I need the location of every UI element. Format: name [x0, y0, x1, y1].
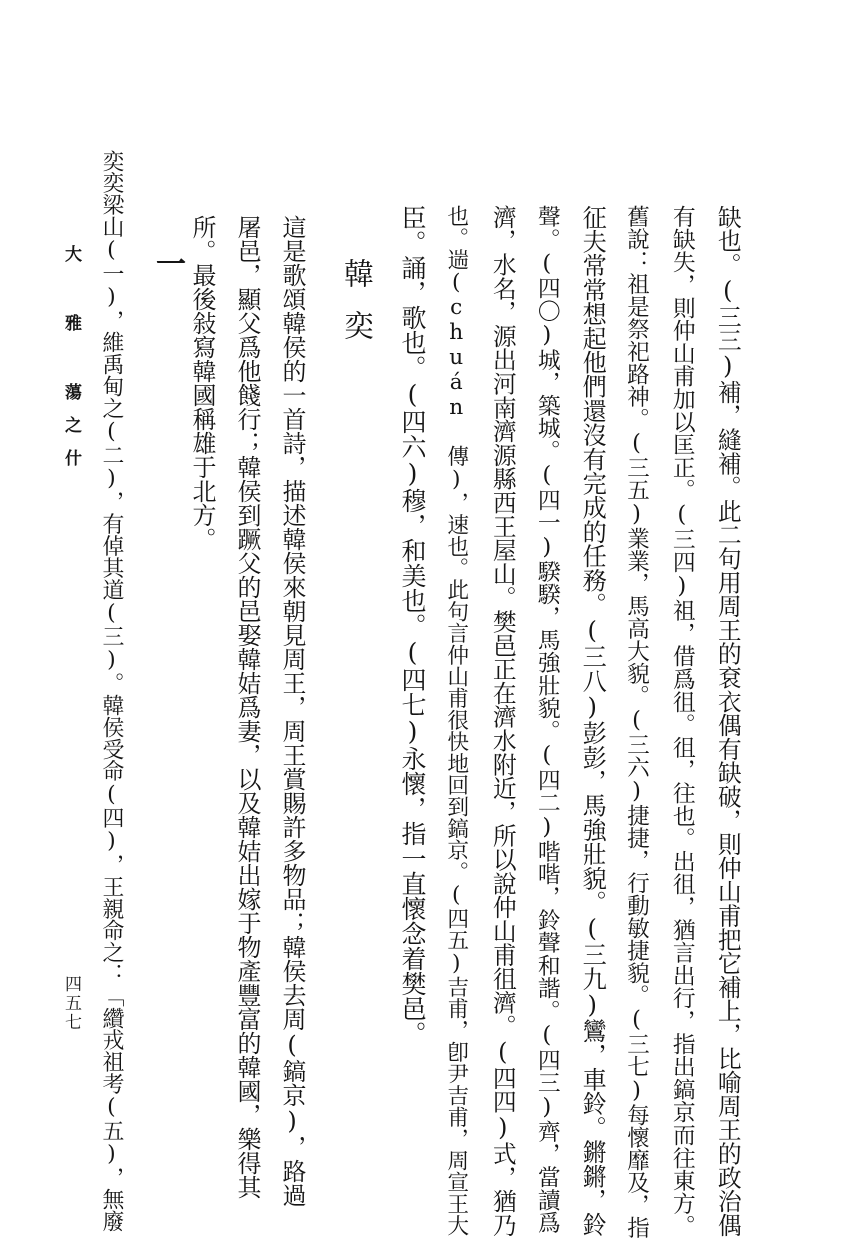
running-header: 大 雅 蕩之什	[61, 245, 81, 482]
poem-title: 韓奕	[338, 258, 373, 362]
intro-line-2: 屠邑，顯父爲他餞行；韓侯到蹶父的邑娶韓姞爲妻，以及韓姞出嫁于物產豐富的韓國，樂得其	[233, 215, 261, 1199]
intro-line-3: 所。最後敍寫韓國稱雄于北方。	[188, 215, 216, 551]
annotation-line-6: 濟，水名，源出河南濟源縣西王屋山。樊邑正在濟水附近，所以說仲山甫徂濟。(四四)式，猶乃	[488, 205, 517, 1237]
annotation-line-8: 臣。誦，歌也。(四六)穆，和美也。(四七)永懷，指一直懷念着樊邑。	[398, 205, 427, 1046]
annotation-line-4: 征夫常常想起他們還沒有完成的任務。(三八)彭彭，馬強壯貌。(三九)鸞，車鈴。鏘鏘，鈴	[578, 205, 607, 1237]
annotation-line-3: 舊說：祖是祭祀路神。(三五)業業，馬高大貌。(三六)捷捷，行動敏捷貌。(三七)每懷靡及，指	[623, 205, 650, 1239]
annotation-line-5: 聲。(四〇)城，築城。(四一)騤騤，馬強壯貌。(四二)喈喈，鈴聲和諧。(四三)齊，當讀爲	[533, 205, 560, 1234]
annotation-line-2: 有缺失，則仲山甫加以匡正。(三四)祖，借爲徂。徂，往也。出徂，猶言出行，指出鎬京而往東方。	[668, 205, 695, 1238]
annotation-line-1: 缺也。(三三)補，縫補。此二句用周王的袞衣偶有缺破，則仲山甫把它補上，比喻周王的政治偶	[713, 205, 742, 1237]
annotation-line-7: 也。遄(chuán 傳)，速也。此句言仲山甫很快地回到鎬京。(四五)吉甫，卽尹吉甫，周宣王大	[443, 205, 469, 1237]
intro-line-1: 這是歌頌韓侯的一首詩，描述韓侯來朝見周王，周王賞賜許多物品；韓侯去周(鎬京)，路過	[278, 215, 306, 1207]
page-number: 四五七	[61, 975, 81, 1032]
stanza-number: 一	[150, 248, 185, 278]
verse-line-1: 奕奕梁山(一)，維禹甸之(二)，有倬其道(三)。韓侯受命(四)，王親命之：「纘戎祖考(五)，無廢	[98, 150, 124, 1233]
